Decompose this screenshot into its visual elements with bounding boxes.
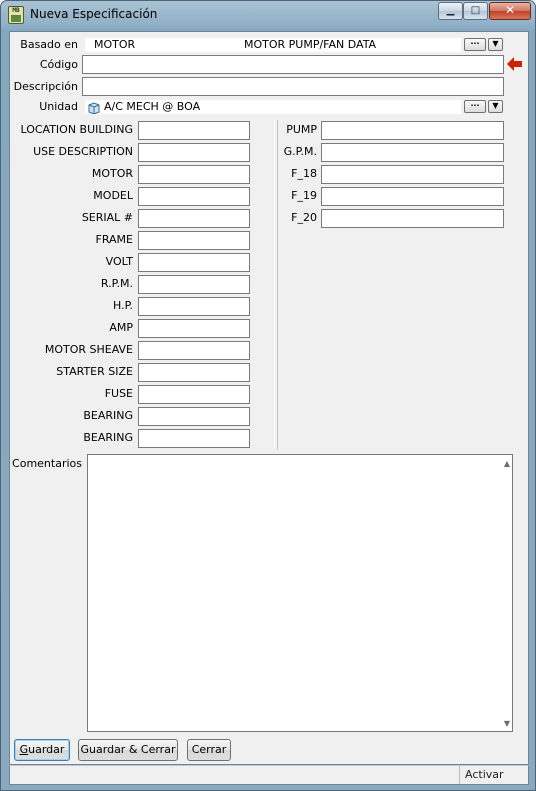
right-field-input[interactable]: [321, 165, 504, 184]
save-button[interactable]: [14, 739, 70, 761]
left-field-label: MODEL: [93, 189, 133, 202]
left-field-label: H.P.: [113, 299, 133, 312]
unit-field: [85, 100, 461, 114]
description-input[interactable]: [82, 77, 504, 96]
unit-label: Unidad: [39, 100, 78, 113]
code-label: Código: [39, 58, 78, 71]
save-and-close-button[interactable]: Guardar & Cerrar: [78, 739, 178, 761]
left-field-input[interactable]: [138, 319, 250, 338]
left-field-input[interactable]: [138, 187, 250, 206]
right-field-label: G.P.M.: [283, 145, 317, 158]
left-field-label: FRAME: [95, 233, 133, 246]
comments-textarea[interactable]: [87, 454, 513, 732]
left-field-label: MOTOR SHEAVE: [44, 343, 133, 356]
right-field-input[interactable]: [321, 187, 504, 206]
column-divider: [274, 120, 278, 450]
left-field-input[interactable]: [138, 231, 250, 250]
based-on-field: [85, 38, 461, 52]
left-field-label: BEARING: [83, 431, 133, 444]
left-field-label: R.P.M.: [100, 277, 133, 290]
right-field-input[interactable]: [321, 209, 504, 228]
left-field-input[interactable]: [138, 143, 250, 162]
app-logo-icon: MB: [8, 6, 24, 24]
left-field-label: STARTER SIZE: [56, 365, 133, 378]
left-field-label: USE DESCRIPTION: [33, 145, 133, 158]
left-field-input[interactable]: [138, 429, 250, 448]
unit-browse-button[interactable]: ···: [464, 100, 486, 113]
status-bar: [9, 765, 529, 785]
required-arrow-icon: [507, 57, 523, 71]
scroll-down-arrow-icon[interactable]: ▼: [503, 719, 510, 728]
left-field-input[interactable]: [138, 165, 250, 184]
code-input[interactable]: [82, 55, 504, 74]
based-on-browse-button[interactable]: ···: [464, 38, 486, 51]
description-label: Descripción: [13, 80, 78, 93]
based-on-label: Basado en: [20, 38, 78, 51]
right-field-input[interactable]: [321, 143, 504, 162]
left-field-input[interactable]: [138, 341, 250, 360]
left-field-input[interactable]: [138, 253, 250, 272]
left-field-label: BEARING: [83, 409, 133, 422]
left-field-input[interactable]: [138, 363, 250, 382]
based-on-value-name: MOTOR PUMP/FAN DATA: [244, 38, 377, 51]
scroll-up-arrow-icon[interactable]: ▲: [503, 459, 510, 468]
right-field-input[interactable]: [321, 121, 504, 140]
based-on-value-category: MOTOR: [94, 38, 136, 51]
right-field-label: F_18: [291, 167, 317, 180]
status-text: Activar: [459, 766, 529, 784]
close-window-button[interactable]: ✕: [489, 2, 531, 20]
unit-cube-icon: [87, 101, 101, 114]
unit-dropdown-button[interactable]: ▼: [488, 100, 503, 113]
minimize-button[interactable]: ▁: [438, 2, 463, 20]
save-button-label: uardar: [28, 743, 65, 756]
left-field-label: FUSE: [104, 387, 133, 400]
window-title: Nueva Especificación: [30, 7, 158, 21]
right-field-label: F_20: [291, 211, 317, 224]
unit-value: A/C MECH @ BOA: [104, 100, 201, 113]
based-on-dropdown-button[interactable]: ▼: [488, 38, 503, 51]
left-field-label: MOTOR: [91, 167, 133, 180]
title-bar[interactable]: [1, 1, 535, 29]
left-field-input[interactable]: [138, 209, 250, 228]
left-field-input[interactable]: [138, 297, 250, 316]
save-button-accesskey: G: [19, 743, 29, 756]
left-field-label: SERIAL #: [81, 211, 133, 224]
right-field-label: PUMP: [286, 123, 317, 136]
left-field-input[interactable]: [138, 121, 250, 140]
maximize-button[interactable]: □: [463, 2, 488, 20]
right-field-label: F_19: [291, 189, 317, 202]
comments-label: Comentarios: [12, 457, 82, 470]
left-field-label: AMP: [109, 321, 133, 334]
left-field-label: VOLT: [105, 255, 133, 268]
left-field-input[interactable]: [138, 275, 250, 294]
form-area: [9, 31, 529, 765]
close-button[interactable]: Cerrar: [187, 739, 231, 761]
left-field-input[interactable]: [138, 407, 250, 426]
left-field-label: LOCATION BUILDING: [20, 123, 133, 136]
left-field-input[interactable]: [138, 385, 250, 404]
